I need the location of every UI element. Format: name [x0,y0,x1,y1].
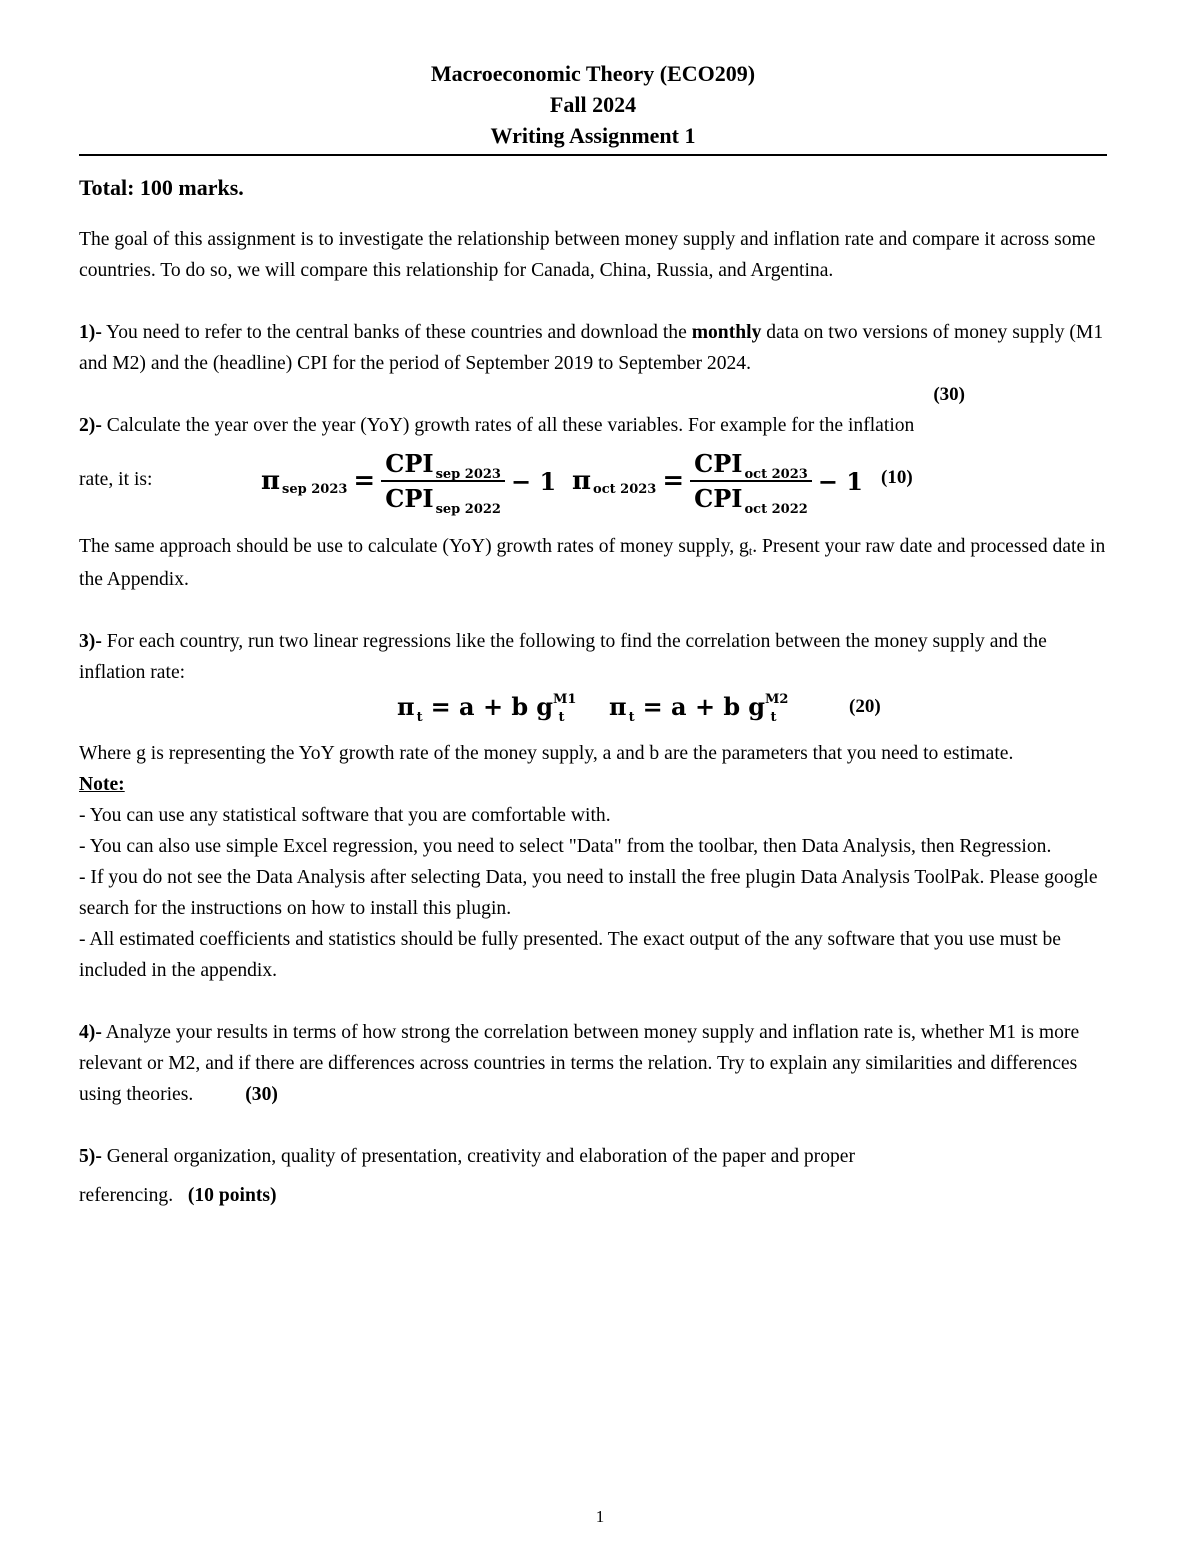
equation-oct-2023: π oct 2023 = $\frac{CPI _{oct 2023}}{CPI _{oct 2022}}$ − 1 [572,449,863,517]
q1-number: 1)- [79,322,102,343]
q1-bold-word: monthly [691,322,762,343]
note-item: - You can use any statistical software that you are comfortable with. [79,805,611,826]
assignment-title: Writing Assignment 1 [490,123,696,148]
document-page: Macroeconomic Theory (ECO209) Fall 2024 Writing Assignment 1 Total: 100 marks. The goal of this assignment is to investigate the relationship between money supply and inflation rate and compare it across some countries. To do so, we will compare this relationship for Canada, China, Russia, and Argentina. 1)- You need to refer to the central banks of these countries and download the monthly data on two versions of money supply (M1 and M2) and the (headline) CPI for the period of September 2019 to September 2024. (30) 2)- Calculate the year over the year (YoY) growth rates of all these variables. For example for the inflation rate, it is: π sep 2023 = $\frac{CPI _{sep 2023}}{CPI _{sep 2022}}$ − 1 π oct 2023 = $\frac{CPI _{oct 2023}}{CPI _{oct 2022}}$ − 1 (10) The same approach should be use to calculate (YoY) growth rates of money supply, gt. Present your raw date and processed date in the Appendix. 3)- For each country, run two linear regressions like the following to find the correlation between the money supply and the inflation rate: π t = a + b g M1 t π t = a + b g M2 t (20) Where g is representing the YoY growth rate of the money supply, a and b are the parameters that you need to estimate. Note: - You can use any statistical software that you are comfortable with. - You can also use simple Excel regression, you need to select "Data" from the toolbar, then Data Analysis, then Regression. - If you do not see the Data Analysis after selecting Data, you need to install the free plugin Data Analysis ToolPak. Please google search for the instructions on how to install this plugin. - All estimated coefficients and statistics should be fully presented. The exact output of the any software that you use must be included in the appendix. 4)- Analyze your results in terms of how strong the correlation between money supply and inflation rate is, whether M1 is more relevant or M2, and if there are differences across countries in terms the relation. Try to explain any similarities and differences using theories. (30) 5)- General organization, quality of presentation, creativity and elaboration of the paper and proper referencing. (10 points) [79,58,1107,1211]
term: Fall 2024 [549,92,637,117]
note-item: - You can also use simple Excel regression, you need to select "Data" from the toolbar, then Data Analysis, then Regression. [79,836,1052,857]
page-number: 1 [595,1507,605,1526]
q3-number: 3)- [79,631,102,652]
q1-marks: (30) [933,384,965,405]
course-title: Macroeconomic Theory (ECO209) [430,61,756,86]
q3-followup: Where g is representing the YoY growth rate of the money supply, a and b are the parameters that you need to estimate. [79,743,1014,764]
regression-m1: π t = a + b g M1 t [397,692,577,725]
total-marks: Total: 100 marks. [79,175,244,200]
q4-number: 4)- [79,1022,102,1043]
question-2: 2)- Calculate the year over the year (YoY) growth rates of all these variables. For example for the inflation [79,415,915,436]
q5-number: 5)- [79,1146,102,1167]
regression-equations [79,688,1107,738]
q2-marks: (10) [881,467,913,488]
equation-label: rate, it is: [79,469,153,490]
note-item: - All estimated coefficients and statistics should be fully presented. The exact output of the any software that you use must be included in the appendix. [79,929,1061,981]
document-header [79,58,1107,151]
question-1: 1)- You need to refer to the central banks of these countries and download the monthly data on two versions of money supply (M1 and M2) and the (headline) CPI for the period of September 2019 to September 2024. [79,322,1104,374]
q3-marks: (20) [849,696,881,717]
inflation-equations [79,441,1107,531]
header-rule [79,154,1107,156]
q4-marks: (30) [245,1084,278,1105]
equation-sep-2023: π sep 2023 = $\frac{CPI _{sep 2023}}{CPI _{sep 2022}}$ − 1 [261,449,557,517]
q2-number: 2)- [79,415,102,436]
regression-m2: π t = a + b g M2 t [609,692,789,725]
q2-followup: The same approach should be use to calculate (YoY) growth rates of money supply, gt. Present your raw date and processed date in the Appendix. [79,536,1106,590]
intro-paragraph: The goal of this assignment is to investigate the relationship between money supply and inflation rate and compare it across some countries. To do so, we will compare this relationship for Canada, China, Russia, and Argentina. [79,229,1096,281]
question-4: 4)- Analyze your results in terms of how strong the correlation between money supply and inflation rate is, whether M1 is more relevant or M2, and if there are differences across countries in terms the relation. Try to explain any similarities and differences using theories. (30) [79,1022,1080,1105]
note-item: - If you do not see the Data Analysis after selecting Data, you need to install the free plugin Data Analysis ToolPak. Please google search for the instructions on how to install this plugin. [79,867,1098,919]
note-label: Note: [79,774,125,795]
question-5: 5)- General organization, quality of presentation, creativity and elaboration of the paper and proper [79,1146,856,1167]
question-3: 3)- For each country, run two linear regressions like the following to find the correlation between the money supply and the inflation rate: [79,631,1047,683]
q5-marks: (10 points) [187,1185,277,1206]
